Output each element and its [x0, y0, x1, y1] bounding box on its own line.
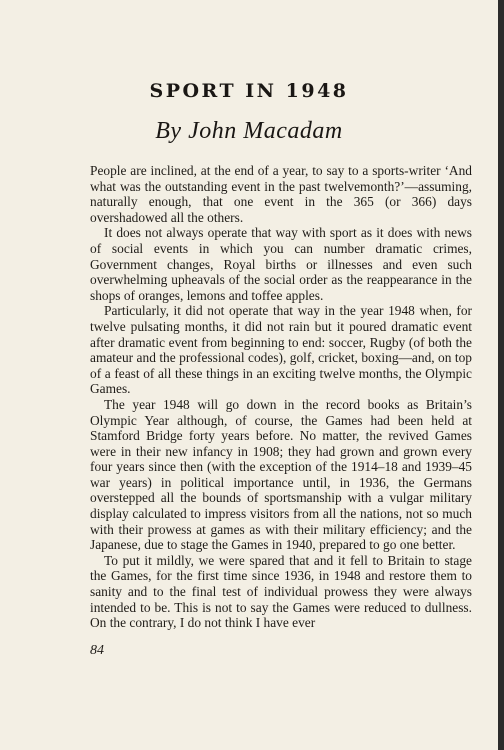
- article-body: [90, 163, 472, 631]
- page-title: SPORT IN 1948: [149, 80, 349, 102]
- paragraph-5: To put it mildly, we were spared that and it fell to Britain to stage the Games, for the first time since 1936, in 1948 and restore them to sanity and to the final test of individual prowess they were always intended to be. This is not to say the Games were reduced to dullness. On the contrary, I do not think I have ever: [90, 552, 472, 631]
- author-byline: By John Macadam: [155, 118, 343, 144]
- paragraph-1: People are inclined, at the end of a year, to say to a sports-writer ‘And what was the outstanding event in the past twelvemonth?’—assuming, naturally enough, that one event in the 365 (or 366) days overshadowed all the others.: [90, 163, 472, 225]
- paragraph-2: It does not always operate that way with sport as it does with news of social events in which you can number dramatic crimes, Government changes, Royal births or illnesses and even such overwhelming upheavals of the social order as the reappearance in the shops of oranges, lemons and toffee apples.: [90, 225, 472, 303]
- paragraph-4: The year 1948 will go down in the record books as Britain’s Olympic Year although, of course, the Games had been held at Stamford Bridge forty years before. No matter, the revived Games were in their new infancy in 1908; they had grown and grown every four years since then (with the exception of the 1914–18 and 1939–45 war years) in political importance until, in 1936, the Germans overstepped all the bounds of sportsmanship with a vulgar military display calculated to impress visitors from all the nations, not so much with their prowess at games as with their military efficiency; and the Japanese, due to stage the Games in 1940, prepared to go one better.: [90, 396, 472, 553]
- page-number: 84: [90, 643, 104, 658]
- paragraph-3: Particularly, it did not operate that way in the year 1948 when, for twelve pulsating months, it did not rain but it poured dramatic event after dramatic event from beginning to end: soccer, Rugby (of both the amateur and the professional codes), golf, cricket, boxing—and, on top of a feast of all these things in an exciting twelve months, the Olympic Games.: [90, 303, 472, 397]
